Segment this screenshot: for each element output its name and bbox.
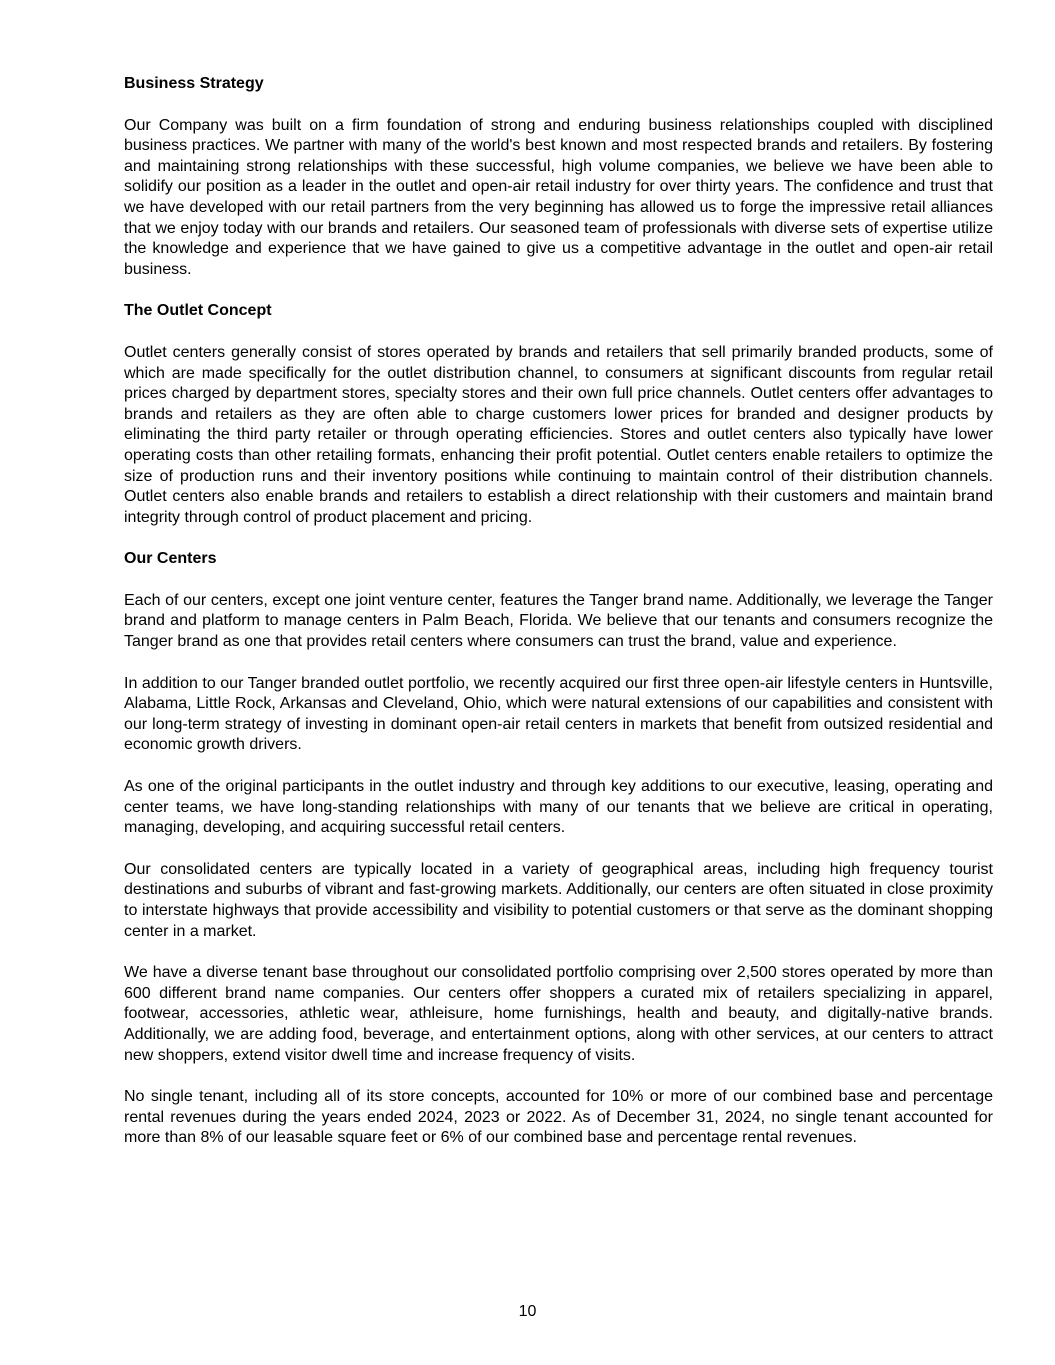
section-heading-outlet-concept: The Outlet Concept <box>124 302 272 320</box>
our-centers-paragraph-2: In addition to our Tanger branded outlet portfolio, we recently acquired our first three open-air lifestyle centers in Huntsville, Alabama, Little Rock, Arkansas and Cleveland, Ohio, which were natural extensions of our capabilities and consistent with our long-term strategy of investing in dominant open-air retail centers in markets that benefit from outsized residential and economic growth drivers. <box>124 674 993 754</box>
page-number: 10 <box>518 1303 537 1320</box>
our-centers-paragraph-3: As one of the original participants in the outlet industry and through key additions to our executive, leasing, operating and center teams, we have long-standing relationships with many of our tenants that we believe are critical in operating, managing, developing, and acquiring successful retail centers. <box>124 778 993 837</box>
section-heading-our-centers: Our Centers <box>124 550 217 568</box>
outlet-concept-paragraph: Outlet centers generally consist of stores operated by brands and retailers that sell primarily branded products, some of which are made specifically for the outlet distribution channel, to consumers at significant discounts from regular retail prices charged by department stores, specialty stores and their own full price channels. Outlet centers offer advantages to brands and retailers as they are often able to charge customers lower prices for branded and designer products by eliminating the third party retailer or through operating efficiencies. Stores and outlet centers also typically have lower operating costs than other retailing formats, enhancing their profit potential. Outlet centers enable retailers to optimize the size of production runs and their inventory positions while continuing to maintain control of their distribution channels. Outlet centers also enable brands and retailers to establish a direct relationship with their customers and maintain brand integrity through control of product placement and pricing. <box>124 343 993 526</box>
our-centers-paragraph-1: Each of our centers, except one joint venture center, features the Tanger brand name. Additionally, we leverage the Tanger brand and platform to manage centers in Palm Beach, Florida. We believe that our tenants and consumers recognize the Tanger brand as one that provides retail centers where consumers can trust the brand, value and experience. <box>124 591 993 651</box>
our-centers-paragraph-4: Our consolidated centers are typically located in a variety of geographical areas, including high frequency tourist destinations and suburbs of vibrant and fast-growing markets. Additionally, our centers are often situated in close proximity to interstate highways that provide accessibility and visibility to potential customers or that serve as the dominant shopping center in a market. <box>124 860 993 940</box>
document-body <box>124 74 993 1170</box>
section-heading-business-strategy: Business Strategy <box>124 75 264 92</box>
our-centers-paragraph-5: We have a diverse tenant base throughout our consolidated portfolio comprising over 2,500 stores operated by more than 600 different brand name companies. Our centers offer shoppers a curated mix of retailers specializing in apparel, footwear, accessories, athletic wear, athleisure, home furnishings, health and beauty, and digitally-native brands. Additionally, we are adding food, beverage, and entertainment options, along with other services, at our centers to attract new shoppers, extend visitor dwell time and increase frequency of visits. <box>124 964 993 1064</box>
business-strategy-paragraph: Our Company was built on a firm foundation of strong and enduring business relationships coupled with disciplined business practices. We partner with many of the world's best known and most respected brands and retailers. By fostering and maintaining strong relationships with these successful, high volume companies, we believe we have been able to solidify our position as a leader in the outlet and open-air retail industry for over thirty years. The confidence and trust that we have developed with our retail partners from the very beginning has allowed us to forge the impressive retail alliances that we enjoy today with our brands and retailers. Our seasoned team of professionals with diverse sets of expertise utilize the knowledge and experience that we have gained to give us a competitive advantage in the outlet and open-air retail business. <box>124 116 993 278</box>
our-centers-paragraph-6: No single tenant, including all of its store concepts, accounted for 10% or more of our combined base and percentage rental revenues during the years ended 2024, 2023 or 2022. As of December 31, 2024, no single tenant accounted for more than 8% of our leasable square feet or 6% of our combined base and percentage rental revenues. <box>124 1088 993 1147</box>
